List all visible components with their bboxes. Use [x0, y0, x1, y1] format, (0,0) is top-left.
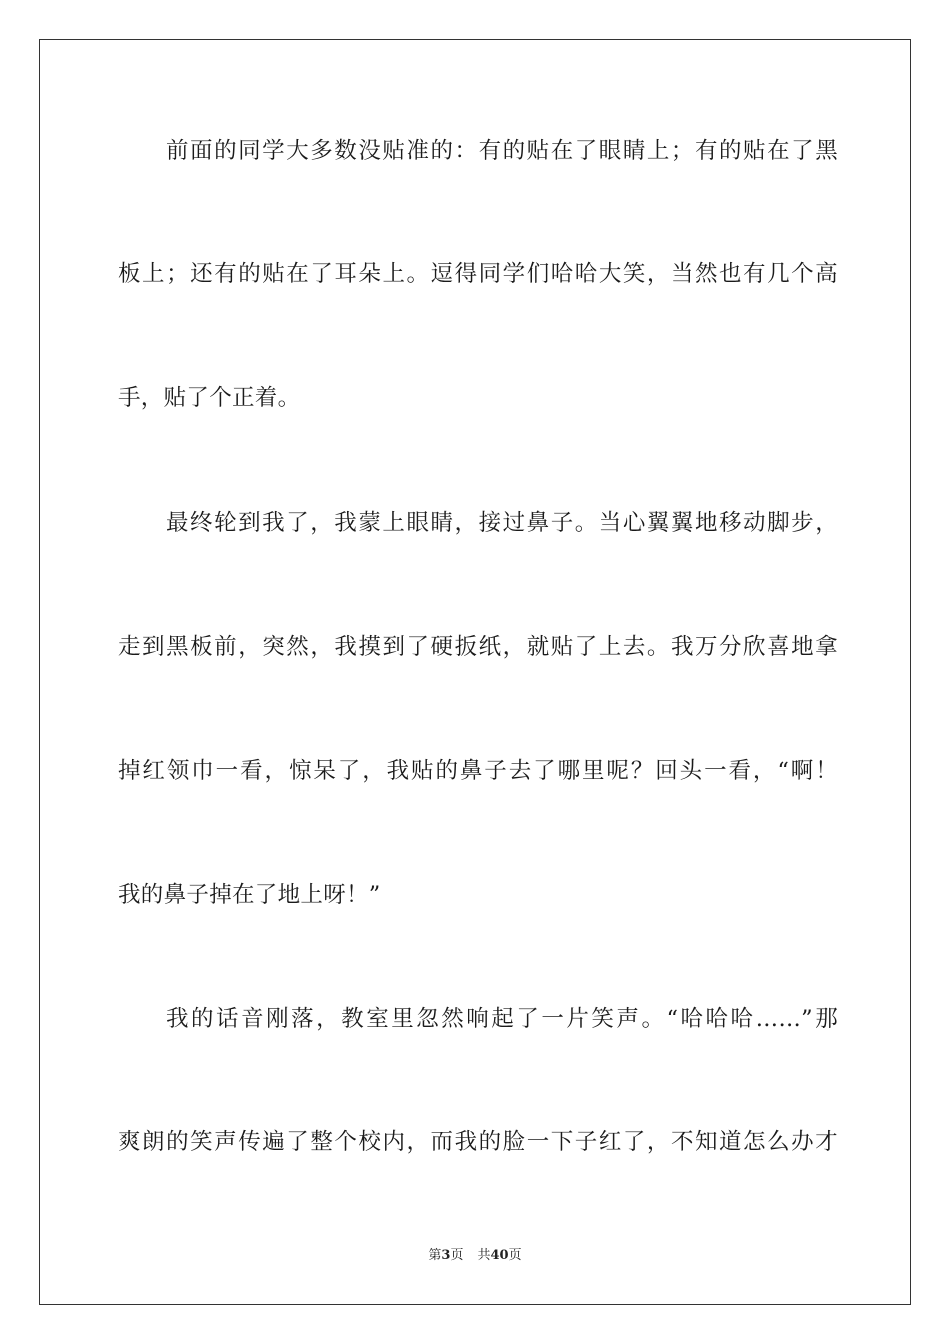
footer-page-suffix: 页 — [450, 1248, 464, 1263]
paragraph-2-line-2: 走到黑板前，突然，我摸到了硬扳纸，就贴了上去。我万分欣喜地拿 — [118, 634, 838, 660]
page-border — [39, 39, 911, 1305]
page-footer — [0, 1247, 950, 1265]
paragraph-2-line-4: 我的鼻子掉在了地上呀！” — [118, 882, 381, 908]
footer-page-number: 3 — [441, 1248, 451, 1263]
paragraph-1-line-1: 前面的同学大多数没贴准的：有的贴在了眼睛上；有的贴在了黑 — [166, 138, 838, 164]
paragraph-3-line-2: 爽朗的笑声传遍了整个校内，而我的脸一下子红了，不知道怎么办才 — [118, 1129, 838, 1155]
paragraph-2-line-1: 最终轮到我了，我蒙上眼睛，接过鼻子。当心翼翼地移动脚步， — [166, 510, 838, 536]
paragraph-2-line-3: 掉红领巾一看，惊呆了，我贴的鼻子去了哪里呢？回头一看，“啊！ — [118, 758, 838, 784]
footer-total-pages: 40 — [490, 1248, 509, 1263]
paragraph-1-line-3: 手，贴了个正着。 — [118, 385, 301, 411]
footer-total-suffix: 页 — [508, 1248, 522, 1263]
paragraph-3-line-1: 我的话音刚落，教室里忽然响起了一片笑声。“哈哈哈……”那 — [166, 1006, 838, 1032]
footer-page-prefix: 第 — [428, 1248, 442, 1263]
footer-total-prefix: 共 — [477, 1248, 491, 1263]
paragraph-1-line-2: 板上；还有的贴在了耳朵上。逗得同学们哈哈大笑，当然也有几个高 — [118, 261, 838, 287]
